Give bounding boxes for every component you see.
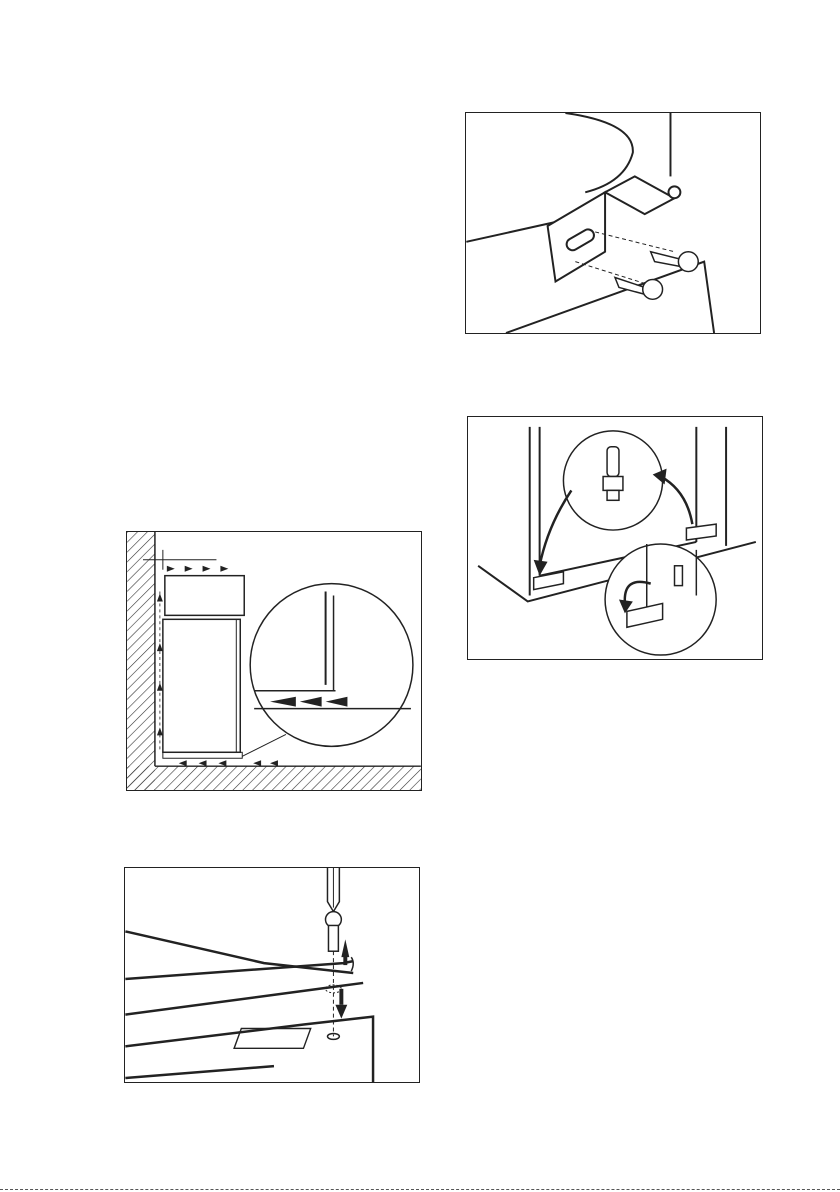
hinge-bracket-icon	[466, 113, 760, 333]
hinge-screw-diagram	[124, 867, 420, 1083]
screwdriver-hinge-icon	[125, 868, 419, 1082]
page-bottom-rule	[0, 1189, 840, 1190]
hinge-pin-icon	[468, 417, 762, 659]
refrigerator-airflow-icon	[127, 532, 421, 790]
hinge-pin-transfer-diagram	[467, 416, 763, 660]
top-hinge-bracket-diagram	[465, 112, 761, 334]
ventilation-diagram	[126, 531, 422, 791]
